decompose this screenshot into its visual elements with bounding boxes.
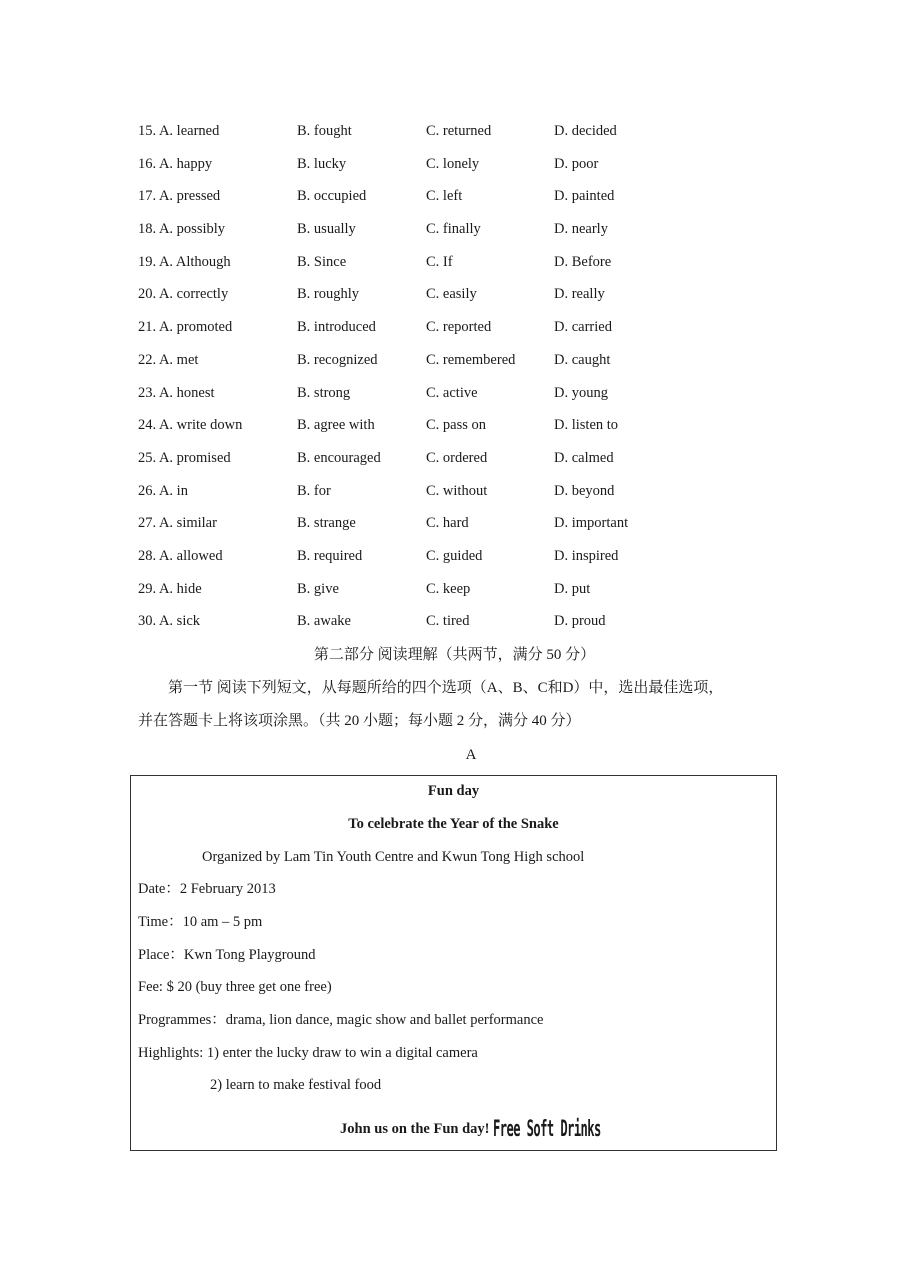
option-text: A. learned [158, 123, 220, 139]
option-text: A. met [158, 351, 199, 368]
option-a [138, 218, 225, 240]
question-row [138, 480, 778, 513]
option-b: B. agree with [297, 417, 375, 434]
question-number: 19. [138, 253, 157, 270]
option-b: B. introduced [297, 319, 376, 336]
option-d: D. put [554, 580, 591, 597]
notice-title: Fun day [427, 783, 480, 799]
option-text: A. honest [158, 384, 215, 401]
option-c: C. easily [426, 286, 477, 303]
option-c: C. guided [426, 547, 483, 564]
question-number: 26. [138, 482, 157, 499]
option-b: B. required [297, 547, 363, 564]
option-c: C. ordered [426, 449, 488, 466]
option-text: A. Although [158, 253, 231, 270]
question-row [138, 153, 778, 186]
question-number: 23. [138, 384, 157, 401]
option-text: A. write down [158, 417, 243, 434]
question-row [138, 382, 778, 415]
option-text: A. allowed [158, 547, 223, 564]
notice-highlights-2: 2) learn to make festival food [210, 1077, 382, 1093]
option-d: D. carried [554, 319, 612, 336]
option-a [138, 251, 231, 273]
option-c: C. without [426, 482, 488, 499]
question-number: 24. [138, 417, 157, 434]
question-number: 25. [138, 449, 157, 466]
option-c: C. left [426, 188, 463, 205]
option-b: B. Since [297, 253, 347, 270]
notice-box [130, 775, 777, 1151]
option-a [138, 480, 188, 502]
option-a [138, 283, 228, 305]
option-d: D. proud [554, 613, 606, 630]
option-a [138, 447, 231, 469]
option-text: A. hide [158, 580, 202, 597]
option-a [138, 610, 200, 632]
question-row [138, 349, 778, 382]
option-c: C. keep [426, 580, 471, 597]
option-d: D. decided [554, 123, 617, 139]
option-text: A. pressed [158, 188, 221, 205]
option-b: B. awake [297, 613, 351, 630]
option-text: A. possibly [158, 221, 226, 238]
option-a [138, 153, 212, 175]
option-a [138, 414, 242, 436]
notice-closing-line [340, 1118, 689, 1141]
option-a [138, 578, 202, 600]
option-a [138, 185, 220, 207]
question-row [138, 251, 778, 284]
question-row [138, 218, 778, 251]
option-text: A. promised [158, 449, 231, 466]
option-b: B. occupied [297, 188, 367, 205]
question-number: 17. [138, 188, 157, 205]
option-text: A. happy [158, 155, 213, 172]
question-row [138, 512, 778, 545]
option-a [138, 349, 198, 371]
question-row [138, 120, 778, 153]
notice-fee: Fee: $ 20 (buy three get one free) [138, 979, 332, 995]
option-b: B. fought [297, 123, 352, 139]
passage-label: A [465, 747, 477, 763]
option-d: D. really [554, 286, 605, 303]
question-number: 29. [138, 580, 157, 597]
option-c: C. tired [426, 613, 470, 630]
question-number: 16. [138, 155, 157, 172]
notice-time: Time：10 am – 5 pm [138, 914, 263, 930]
option-d: D. painted [554, 188, 615, 205]
option-c: C. reported [426, 319, 492, 336]
question-number: 22. [138, 351, 157, 368]
question-row [138, 283, 778, 316]
option-b: B. give [297, 580, 339, 597]
option-text: A. similar [158, 515, 217, 532]
option-a [138, 120, 219, 142]
option-d: D. young [554, 384, 608, 401]
instruction-line-1: 第一节 阅读下列短文，从每题所给的四个选项（A、B、C和D）中，选出最佳选项， [168, 680, 724, 696]
option-d: D. listen to [554, 417, 619, 434]
option-c: C. If [426, 253, 453, 270]
question-number: 21. [138, 319, 157, 336]
question-row [138, 610, 778, 643]
question-row [138, 545, 778, 578]
option-c: C. pass on [426, 417, 487, 434]
option-d: D. calmed [554, 449, 614, 466]
option-b: B. strong [297, 384, 351, 401]
option-a [138, 382, 215, 404]
notice-programmes: Programmes：drama, lion dance, magic show and ballet performance [138, 1012, 544, 1028]
option-d: D. beyond [554, 482, 615, 499]
notice-date: Date：2 February 2013 [138, 881, 276, 897]
option-d: D. caught [554, 351, 611, 368]
question-number: 27. [138, 515, 157, 532]
question-number: 18. [138, 221, 157, 238]
question-number: 30. [138, 613, 157, 630]
question-number: 20. [138, 286, 157, 303]
option-text: A. correctly [158, 286, 229, 303]
question-row [138, 185, 778, 218]
option-d: D. Before [554, 253, 612, 270]
option-text: A. in [158, 482, 188, 499]
question-number: 28. [138, 547, 157, 564]
option-c: C. lonely [426, 155, 480, 172]
notice-closing: John us on the Fun day! [340, 1121, 490, 1137]
notice-organizer: Organized by Lam Tin Youth Centre and Kwun Tong High school [202, 849, 585, 865]
option-b: B. usually [297, 221, 356, 238]
option-text: A. sick [158, 613, 201, 630]
option-b: B. roughly [297, 286, 360, 303]
option-c: C. active [426, 384, 478, 401]
option-a [138, 512, 217, 534]
question-row [138, 578, 778, 611]
option-d: D. inspired [554, 547, 619, 564]
option-b: B. for [297, 482, 331, 499]
option-b: B. lucky [297, 155, 347, 172]
option-d: D. important [554, 515, 629, 532]
notice-subtitle: To celebrate the Year of the Snake [348, 816, 559, 832]
question-row [138, 447, 778, 480]
notice-highlights-1: Highlights: 1) enter the lucky draw to win a digital camera [138, 1045, 478, 1061]
option-a [138, 545, 223, 567]
option-b: B. encouraged [297, 449, 381, 466]
notice-place: Place：Kwn Tong Playground [138, 947, 316, 963]
option-c: C. remembered [426, 351, 516, 368]
option-c: C. hard [426, 515, 469, 532]
option-b: B. strange [297, 515, 356, 532]
option-c: C. finally [426, 221, 481, 238]
section-title: 第二部分 阅读理解（共两节，满分 50 分） [313, 647, 596, 663]
option-text: A. promoted [158, 319, 233, 336]
free-drinks-text: Free Soft Drinks [493, 1117, 601, 1142]
question-number: 15. [138, 123, 157, 139]
cloze-options-list [138, 120, 778, 643]
option-a [138, 316, 232, 338]
option-c: C. returned [426, 123, 492, 139]
option-b: B. recognized [297, 351, 378, 368]
question-row [138, 414, 778, 447]
question-row [138, 316, 778, 349]
instruction-line-2: 并在答题卡上将该项涂黑。（共 20 小题；每小题 2 分，满分 40 分） [138, 713, 581, 729]
option-d: D. poor [554, 155, 599, 172]
option-d: D. nearly [554, 221, 608, 238]
